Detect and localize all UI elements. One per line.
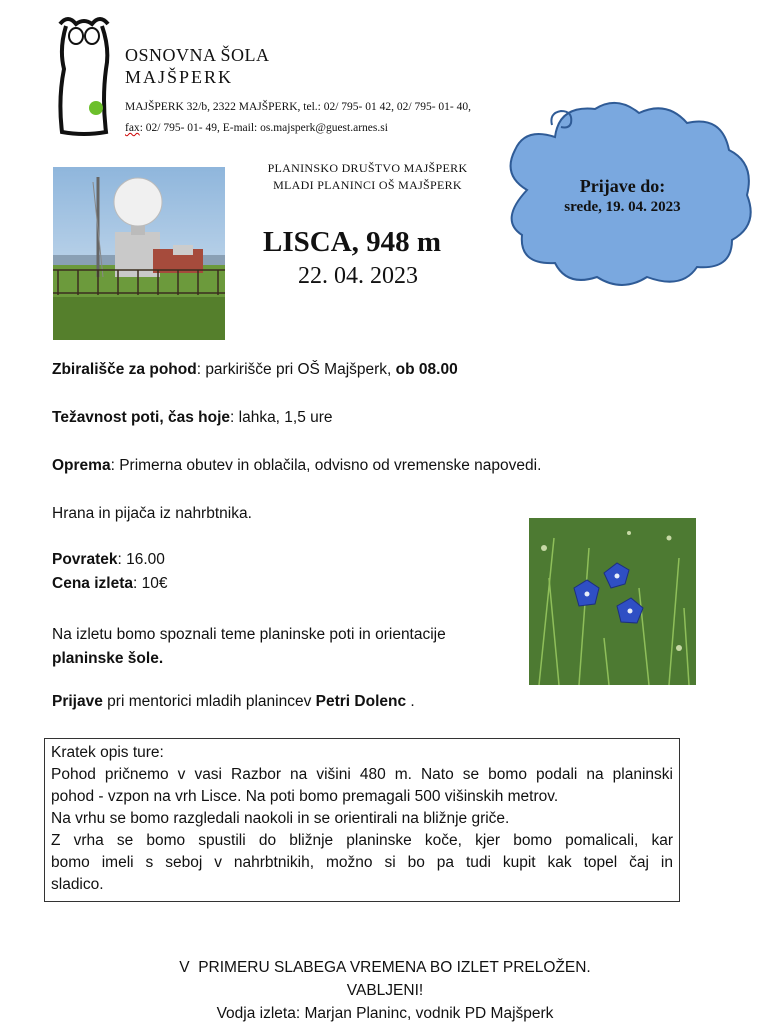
weather-notice: V PRIMERU SLABEGA VREMENA BO IZLET PRELOŽEN. bbox=[179, 959, 591, 976]
learning-bold: planinske šole. bbox=[52, 650, 164, 667]
signup bbox=[52, 693, 415, 711]
deadline-label: Prijave do: bbox=[579, 176, 666, 196]
address-line2 bbox=[125, 118, 471, 139]
meeting-point bbox=[52, 361, 458, 379]
description-heading: Kratek opis ture: bbox=[51, 744, 164, 761]
address-line2-rest: : 02/ 795- 01- 49, E-mail: os.majsperk@guest.arnes.si bbox=[139, 122, 388, 134]
description-line: Na vrhu se bomo razgledali naokoli in se orientirali na bližnje griče. bbox=[51, 810, 510, 827]
signup-end: . bbox=[406, 693, 415, 710]
weather-station-photo bbox=[53, 167, 225, 340]
signup-text: pri mentorici mladih planincev bbox=[102, 693, 316, 710]
description-line: sladico. bbox=[51, 876, 104, 893]
equipment bbox=[52, 457, 541, 475]
difficulty-label: Težavnost poti, čas hoje bbox=[52, 409, 231, 426]
school-name bbox=[125, 44, 270, 88]
organizer-line1: PLANINSKO DRUŠTVO MAJŠPERK bbox=[267, 161, 468, 175]
return-label: Povratek bbox=[52, 551, 118, 568]
trip-leader: Vodja izleta: Marjan Planinc, vodnik PD Majšperk bbox=[216, 1005, 554, 1022]
address-line1: MAJŠPERK 32/b, 2322 MAJŠPERK, tel.: 02/ 795- 01 42, 02/ 795- 01- 40, bbox=[125, 101, 471, 113]
food-note: Hrana in pijača iz nahrbtnika. bbox=[52, 505, 252, 522]
owl-logo-icon bbox=[54, 14, 114, 138]
difficulty-text: : lahka, 1,5 ure bbox=[230, 409, 333, 426]
learning-note bbox=[52, 623, 446, 671]
school-address bbox=[125, 97, 471, 139]
meeting-time: ob 08.00 bbox=[395, 361, 458, 378]
return-time bbox=[52, 551, 165, 569]
description-line: Pohod pričnemo v vasi Razbor na višini 480 m. Nato se bomo podali na planinski bbox=[51, 766, 673, 783]
gentian-flower-photo bbox=[529, 518, 696, 685]
deadline-text bbox=[520, 175, 725, 217]
meeting-label: Zbirališče za pohod bbox=[52, 361, 197, 378]
tour-description bbox=[44, 738, 680, 902]
description-line: Z vrha se bomo spustili do bližnje planinske koče, kjer bomo pomalicali, kar bbox=[51, 832, 673, 849]
return-text: : 16.00 bbox=[117, 551, 165, 568]
equipment-label: Oprema bbox=[52, 457, 111, 474]
description-line: bomo imeli s seboj v nahrbtnikih, možno si bo pa tudi kupit kak topel čaj in bbox=[51, 854, 673, 871]
trip-price bbox=[52, 575, 167, 593]
school-name-line1: OSNOVNA ŠOLA bbox=[125, 45, 270, 65]
signup-label: Prijave bbox=[52, 693, 103, 710]
fax-label: fax bbox=[125, 122, 140, 134]
deadline-date: srede, 19. 04. 2023 bbox=[564, 199, 681, 215]
learning-text: Na izletu bomo spoznali teme planinske poti in orientacije bbox=[52, 626, 446, 643]
welcome-text: VABLJENI! bbox=[346, 982, 424, 999]
meeting-text: : parkirišče pri OŠ Majšperk, bbox=[196, 361, 396, 378]
organizer bbox=[255, 160, 480, 194]
description-line: pohod - vzpon na vrh Lisce. Na poti bomo premagali 500 višinskih metrov. bbox=[51, 788, 559, 805]
trip-title: LISCA, 948 m bbox=[263, 226, 442, 258]
signup-name: Petri Dolenc bbox=[315, 693, 407, 710]
footer bbox=[120, 956, 650, 1025]
difficulty bbox=[52, 409, 333, 427]
trip-date: 22. 04. 2023 bbox=[298, 263, 418, 289]
organizer-line2: MLADI PLANINCI OŠ MAJŠPERK bbox=[273, 178, 462, 192]
price-text: : 10€ bbox=[132, 575, 168, 592]
school-name-line2: MAJŠPERK bbox=[125, 67, 234, 87]
equipment-text: : Primerna obutev in oblačila, odvisno od vremenske napovedi. bbox=[110, 457, 542, 474]
price-label: Cena izleta bbox=[52, 575, 133, 592]
